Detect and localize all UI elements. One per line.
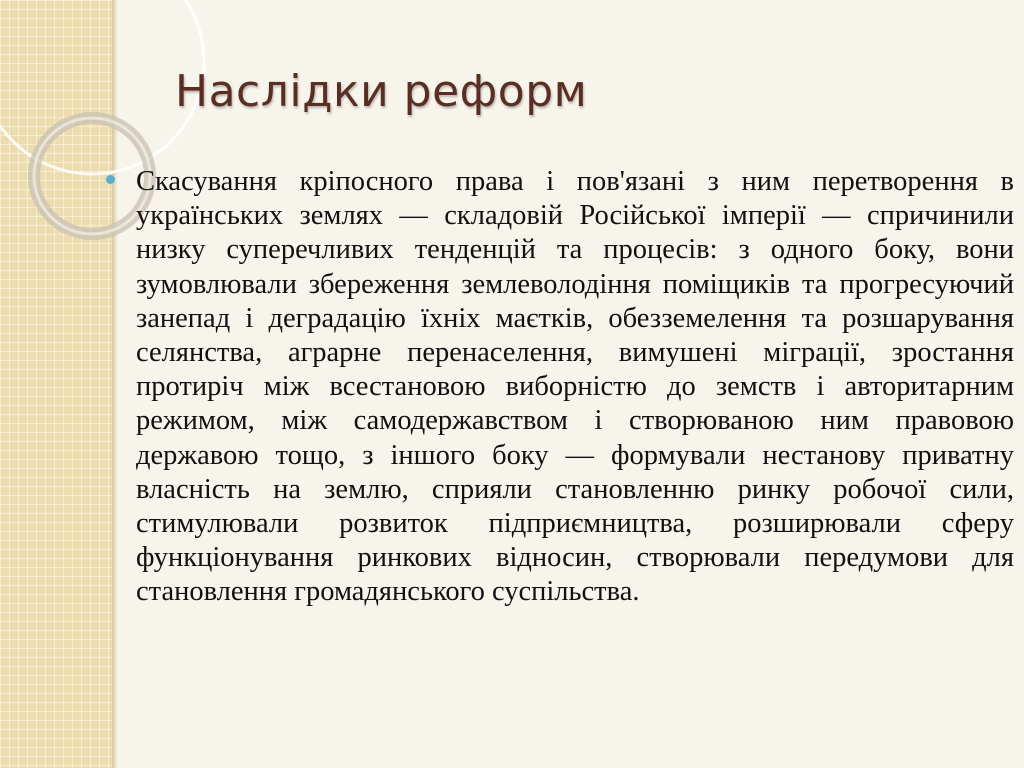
bullet-dot-icon xyxy=(106,175,115,184)
slide-title: Наслідки реформ xyxy=(175,66,588,117)
bullet-item xyxy=(106,165,1014,610)
bullet-text: Скасування кріпосного права і пов'язані з ним перетворення в українських землях — складовій Російської імперії — спричинили низку суперечливих тенденцій та процесів: з одного боку, вони зумовлювали збереження землеволодіння поміщиків та прогресуючий занепад і деградацію їхніх маєтків, обезземелення та розшарування селянства, аграрне перенаселення, вимушені міграції, зростання протиріч між всестановою виборністю до земств і авторитарним режимом, між самодержавством і створюваною ним правовою державою тощо, з іншого боку — формували нестанову приватну власність на землю, сприяли становленню ринку робочої сили, стимулювали розвиток підприємництва, розширювали сферу функціонування ринкових відносин, створювали передумови для становлення громадянського суспільства. xyxy=(136,166,1014,608)
decorative-ring-large xyxy=(0,0,204,174)
slide-content xyxy=(106,165,1014,610)
